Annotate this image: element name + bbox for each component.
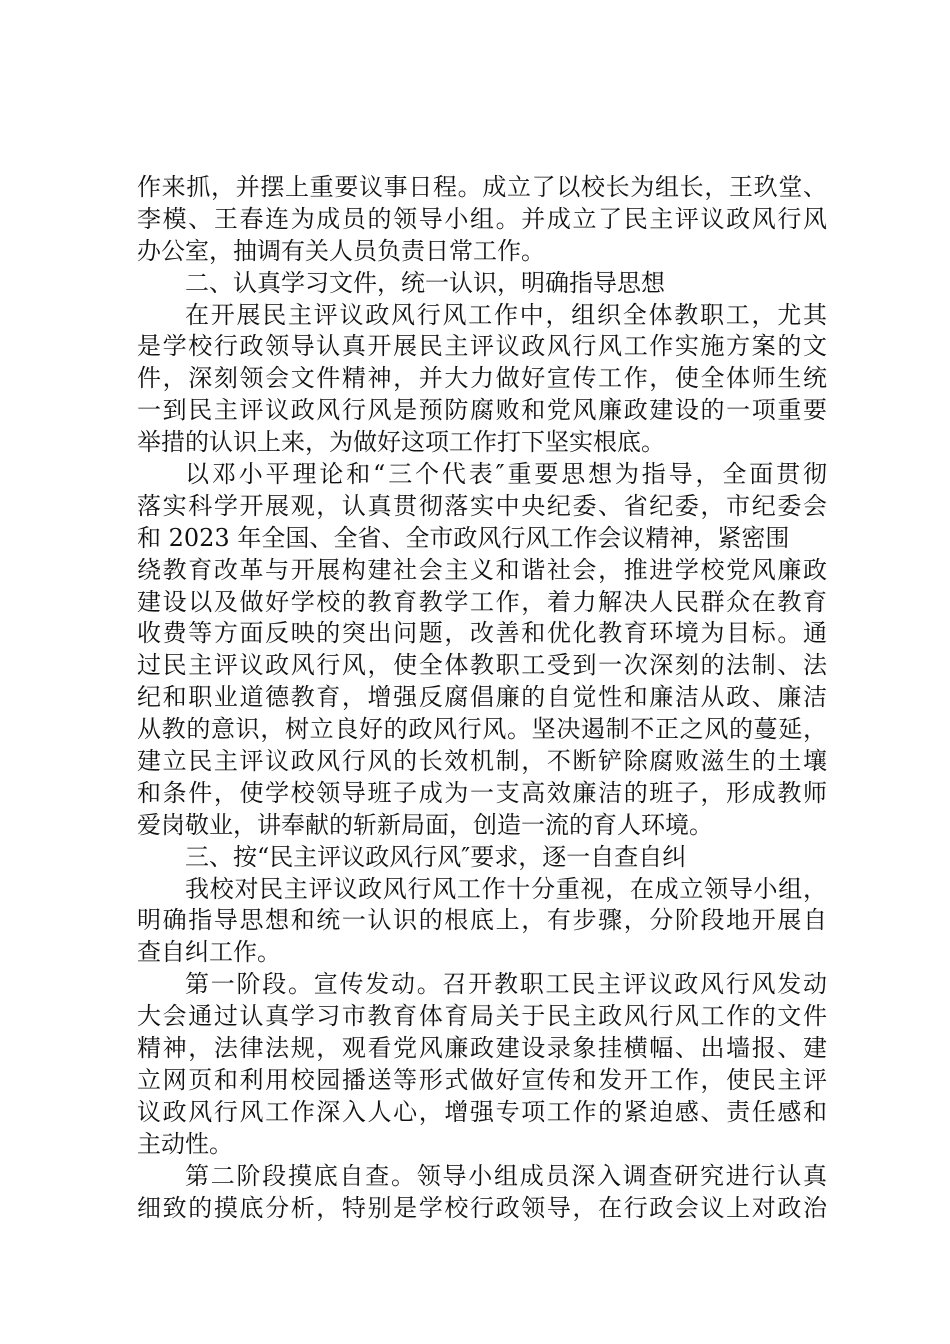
text-line: 二、认真学习文件，统一认识，明确指导思想: [185, 268, 665, 297]
text-line: 李模、王春连为成员的领导小组。并成立了民主评议政风行风: [137, 204, 827, 233]
text-line: 主动性。: [137, 1129, 233, 1158]
text-line: 收费等方面反映的突出问题，改善和优化教育环境为目标。通: [137, 619, 827, 648]
text-line: 细致的摸底分析，特别是学校行政领导，在行政会议上对政治: [137, 1193, 827, 1222]
text-line: 明确指导思想和统一认识的根底上，有步骤，分阶段地开展自: [137, 906, 827, 935]
text-line: 第二阶段摸底自查。领导小组成员深入调查研究进行认真: [185, 1161, 827, 1190]
text-line: 建设以及做好学校的教育教学工作，着力解决人民群众在教育: [137, 587, 827, 616]
text-line: 作来抓，并摆上重要议事日程。成立了以校长为组长，王玖堂、: [137, 173, 827, 201]
document-body: [137, 172, 827, 1224]
text-line: 三、按“民主评议政风行风″要求，逐一自查自纠: [185, 842, 687, 871]
text-line: 和条件，使学校领导班子成为一支高效廉洁的班子，形成教师: [137, 778, 827, 807]
text-line: 过民主评议政风行风，使全体教职工受到一次深刻的法制、法: [137, 651, 827, 680]
text-line: 绕教育改革与开展构建社会主义和谐社会，推进学校党风廉政: [137, 555, 827, 584]
text-line: 从教的意识，树立良好的政风行风。坚决遏制不正之风的蔓延，: [137, 715, 827, 744]
text-line: 是学校行政领导认真开展民主评议政风行风工作实施方案的文: [137, 332, 827, 361]
text-line: 落实科学开展观，认真贯彻落实中央纪委、省纪委，市纪委会: [137, 491, 827, 520]
text-line: 一到民主评议政风行风是预防腐败和党风廉政建设的一项重要: [137, 396, 827, 425]
text-line: 精神，法律法规，观看党风廉政建设录象挂横幅、出墙报、建: [137, 1034, 827, 1063]
text-line: 件，深刻领会文件精神，并大力做好宣传工作，使全体师生统: [137, 364, 827, 393]
text-line: 议政风行风工作深入人心，增强专项工作的紧迫感、责任感和: [137, 1097, 827, 1126]
text-line: 以邓小平理论和“三个代表″重要思想为指导，全面贯彻: [185, 460, 827, 489]
text-line: 建立民主评议政风行风的长效机制，不断铲除腐败滋生的土壤: [137, 747, 827, 776]
text-line: 爱岗敬业，讲奉献的斩新局面，创造一流的育人环境。: [137, 810, 713, 839]
text-line: 纪和职业道德教育，增强反腐倡廉的自觉性和廉洁从政、廉洁: [137, 683, 827, 712]
text-line: 第一阶段。宣传发动。召开教职工民主评议政风行风发动: [185, 970, 827, 999]
text-line: 立网页和利用校园播送等形式做好宣传和发开工作，使民主评: [137, 1065, 827, 1094]
text-line: 和 2023 年全国、全省、全市政风行风工作会议精神，紧密围: [137, 523, 790, 552]
text-line: 大会通过认真学习市教育体育局关于民主政风行风工作的文件: [137, 1002, 827, 1031]
text-line: 在开展民主评议政风行风工作中，组织全体教职工，尤其: [185, 300, 827, 329]
text-line: 办公室，抽调有关人员负责日常工作。: [137, 236, 545, 265]
text-line: 我校对民主评议政风行风工作十分重视，在成立领导小组，: [185, 874, 827, 903]
text-line: 查自纠工作。: [137, 938, 281, 967]
text-line: 举措的认识上来，为做好这项工作打下坚实根底。: [137, 428, 665, 457]
